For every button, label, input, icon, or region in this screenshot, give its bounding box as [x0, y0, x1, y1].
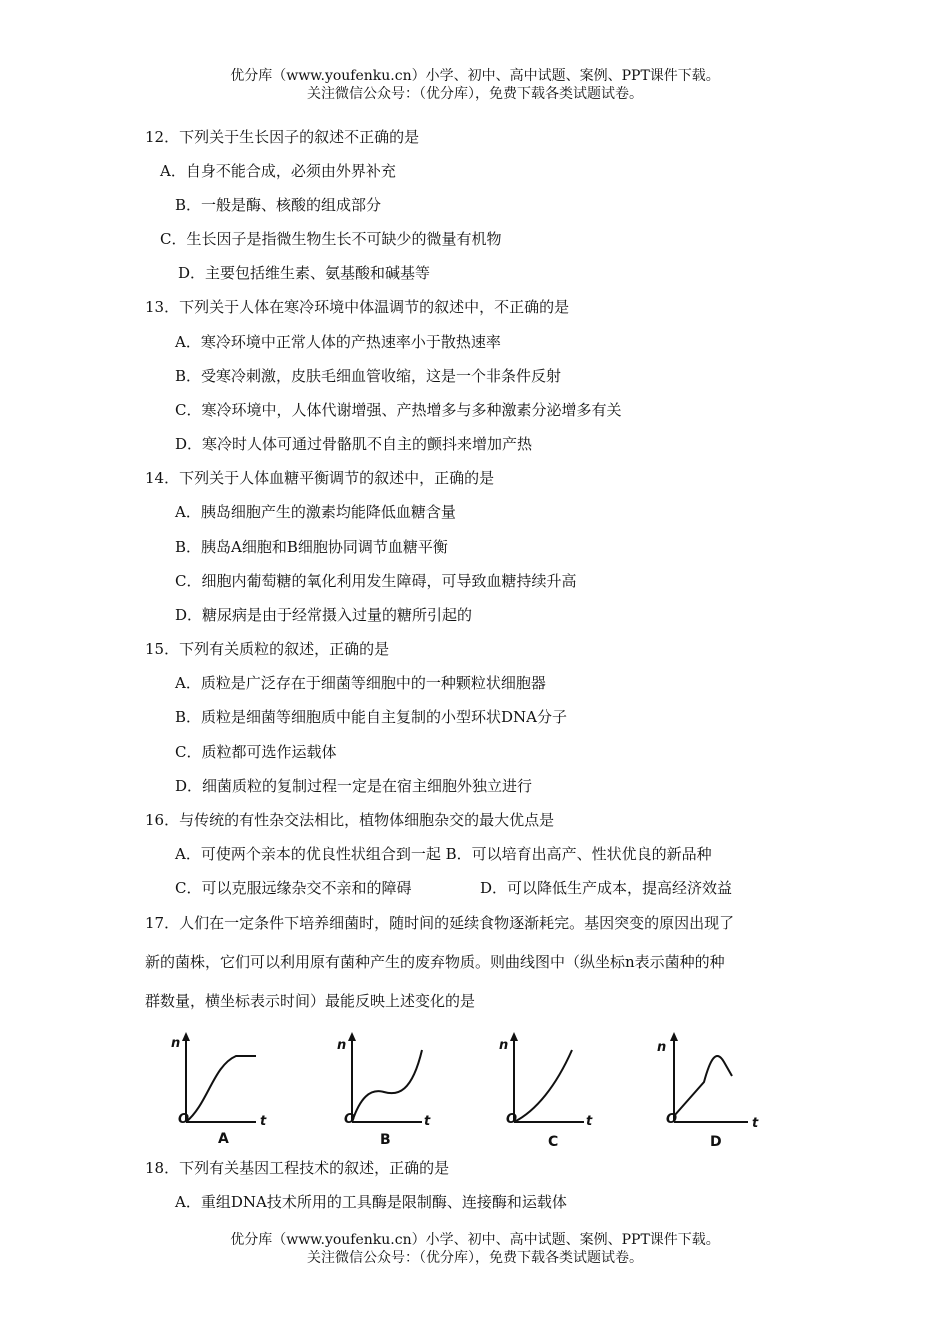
graph-c-curve — [514, 1050, 572, 1122]
q12-option-c: C．生长因子是指微生物生长不可缺少的微量有机物 — [160, 230, 502, 248]
graph-d-label: D — [710, 1134, 722, 1150]
q12-option-a: A．自身不能合成，必须由外界补充 — [160, 162, 396, 180]
graph-a-origin: O — [178, 1112, 190, 1127]
q16-option-c: C．可以克服远缘杂交不亲和的障碍 — [175, 879, 412, 897]
graph-c-label: C — [548, 1134, 559, 1150]
graph-c-y-label: n — [499, 1038, 509, 1053]
graph-c-origin: O — [506, 1112, 518, 1127]
footer-line-1: 优分库（www.youfenku.cn）小学、初中、高中试题、案例、PPT课件下载。 — [230, 1232, 720, 1248]
graph-b-plot — [334, 1026, 454, 1156]
q15-option-a: A．质粒是广泛存在于细菌等细胞中的一种颗粒状细胞器 — [175, 674, 546, 692]
graph-d-curve — [674, 1056, 732, 1116]
graph-a-y-label: n — [171, 1036, 181, 1051]
q17-stem-line-2: 新的菌株，它们可以利用原有菌种产生的废弃物质。则曲线图中（纵坐标n表示菌种的种 — [145, 953, 725, 971]
q13-option-b: B．受寒冷刺激，皮肤毛细血管收缩，这是一个非条件反射 — [175, 367, 562, 385]
q16-option-d: D．可以降低生产成本，提高经济效益 — [480, 879, 733, 897]
graph-d-x-label: t — [752, 1116, 759, 1131]
graph-b-label: B — [380, 1132, 391, 1148]
graph-d-y-label: n — [657, 1040, 667, 1055]
graph-b-x-label: t — [424, 1114, 431, 1129]
q12-stem: 12．下列关于生长因子的叙述不正确的是 — [145, 128, 420, 146]
header-line-1: 优分库（www.youfenku.cn）小学、初中、高中试题、案例、PPT课件下载。 — [230, 68, 720, 84]
q14-option-a: A．胰岛细胞产生的激素均能降低血糖含量 — [175, 503, 456, 521]
q14-option-d: D．糖尿病是由于经常摄入过量的糖所引起的 — [175, 606, 473, 624]
q13-stem: 13．下列关于人体在寒冷环境中体温调节的叙述中，不正确的是 — [145, 298, 570, 316]
q13-option-a: A．寒冷环境中正常人体的产热速率小于散热速率 — [175, 333, 501, 351]
q16-stem: 16．与传统的有性杂交法相比，植物体细胞杂交的最大优点是 — [145, 811, 555, 829]
q13-option-c: C．寒冷环境中，人体代谢增强、产热增多与多种激素分泌增多有关 — [175, 401, 622, 419]
graph-b-curve — [352, 1050, 422, 1122]
q15-option-d: D．细菌质粒的复制过程一定是在宿主细胞外独立进行 — [175, 777, 533, 795]
graph-b — [334, 1026, 454, 1156]
q12-option-d: D．主要包括维生素、氨基酸和碱基等 — [178, 264, 431, 282]
q18-option-a: A．重组DNA技术所用的工具酶是限制酶、连接酶和运载体 — [175, 1193, 567, 1211]
q15-option-b: B．质粒是细菌等细胞质中能自主复制的小型环状DNA分子 — [175, 708, 568, 726]
graph-a-x-label: t — [260, 1114, 267, 1129]
graph-c — [496, 1026, 616, 1156]
q13-option-d: D．寒冷时人体可通过骨骼肌不自主的颤抖来增加产热 — [175, 435, 533, 453]
graph-d-origin: O — [666, 1112, 678, 1127]
q17-stem-line-3: 群数量，横坐标表示时间）最能反映上述变化的是 — [145, 992, 476, 1010]
q14-option-c: C．细胞内葡萄糖的氧化利用发生障碍，可导致血糖持续升高 — [175, 572, 577, 590]
graph-a-label: A — [218, 1131, 229, 1147]
q14-option-b: B．胰岛A细胞和B细胞协同调节血糖平衡 — [175, 538, 448, 556]
header-line-2: 关注微信公众号：（优分库），免费下载各类试题试卷。 — [307, 86, 643, 102]
q15-option-c: C．质粒都可选作运载体 — [175, 743, 337, 761]
q17-stem-line-1: 17．人们在一定条件下培养细菌时，随时间的延续食物逐渐耗完。基因突变的原因出现了 — [145, 914, 735, 932]
q18-stem: 18．下列有关基因工程技术的叙述，正确的是 — [145, 1159, 450, 1177]
footer-line-2: 关注微信公众号：（优分库），免费下载各类试题试卷。 — [307, 1250, 643, 1266]
q15-stem: 15．下列有关质粒的叙述，正确的是 — [145, 640, 390, 658]
q12-option-b: B．一般是酶、核酸的组成部分 — [175, 196, 382, 214]
graph-d — [656, 1026, 776, 1156]
graph-a — [168, 1026, 288, 1156]
graph-c-x-label: t — [586, 1114, 593, 1129]
q16-options-ab: A．可使两个亲本的优良性状组合到一起 B．可以培育出高产、性状优良的新品种 — [175, 845, 712, 863]
graph-b-origin: O — [344, 1112, 356, 1127]
q14-stem: 14．下列关于人体血糖平衡调节的叙述中，正确的是 — [145, 469, 495, 487]
graph-a-curve — [186, 1056, 256, 1122]
graph-b-y-label: n — [337, 1038, 347, 1053]
